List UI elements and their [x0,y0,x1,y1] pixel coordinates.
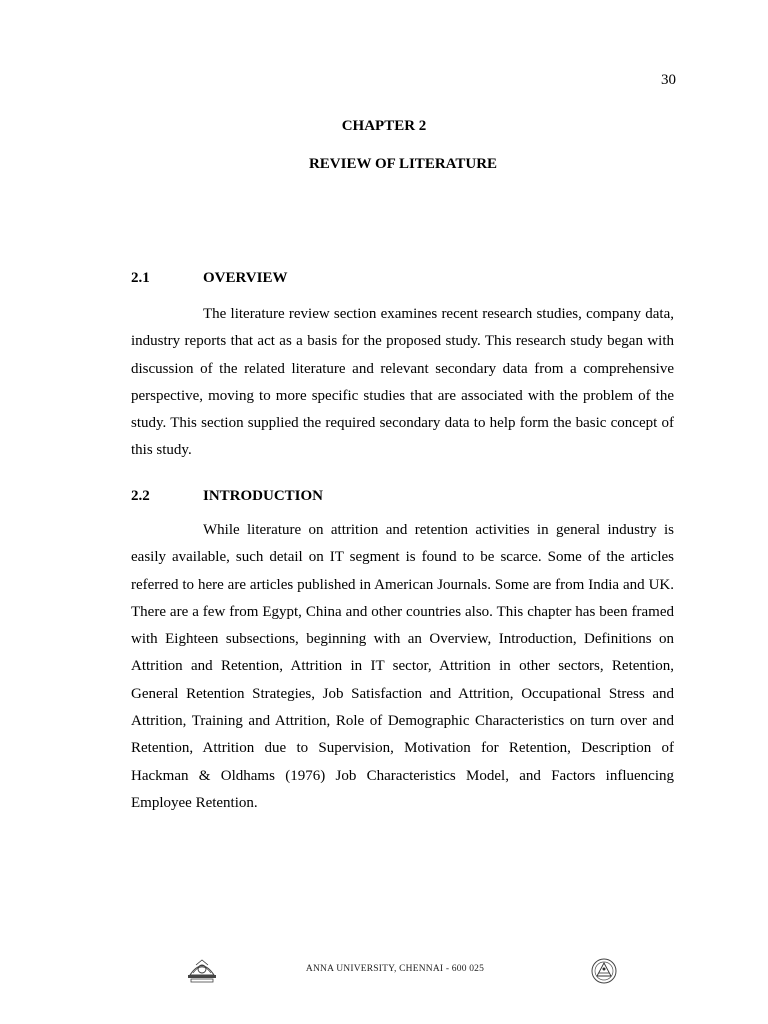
page-footer [0,955,768,991]
introduction-paragraph: While literature on attrition and retention activities in general industry is easily available, such detail on IT segment is found to be scarce. Some of the articles referred to here are articles published in American Journals. Some are from India and UK. There are a few from Egypt, China and other countries also. This chapter has been framed with Eighteen subsections, beginning with an Overview, Introduction, Definitions on Attrition and Retention, Attrition in IT sector, Attrition in other sectors, Retention, General Retention Strategies, Job Satisfaction and Attrition, Occupational Stress and Attrition, Training and Attrition, Role of Demographic Characteristics on turn over and Retention, Attrition due to Supervision, Motivation for Retention, Description of Hackman & Oldhams (1976) Job Characteristics Model, and Factors influencing Employee Retention. [131,522,674,811]
section-number: 2.2 [131,488,150,504]
section-number: 2.1 [131,270,150,286]
section-title: OVERVIEW [203,270,288,286]
page-number: 30 [661,72,676,88]
seal-emblem-icon [587,957,621,985]
chapter-title: REVIEW OF LITERATURE [308,156,498,172]
section-heading-introduction [131,486,323,506]
footer-institution-text: ANNA UNIVERSITY, CHENNAI - 600 025 [305,964,485,974]
section-title: INTRODUCTION [203,488,324,504]
chapter-label: CHAPTER 2 [341,118,427,134]
overview-paragraph: The literature review section examines recent research studies, company data, industry reports that act as a basis for the proposed study. This research study began with discussion of the related literature and relevant secondary data from a comprehensive perspective, moving to more specific studies that are associated with the problem of the study. This section supplied the required secondary data to help form the basic concept of this study. [131,306,674,459]
section-heading-overview [131,268,288,288]
